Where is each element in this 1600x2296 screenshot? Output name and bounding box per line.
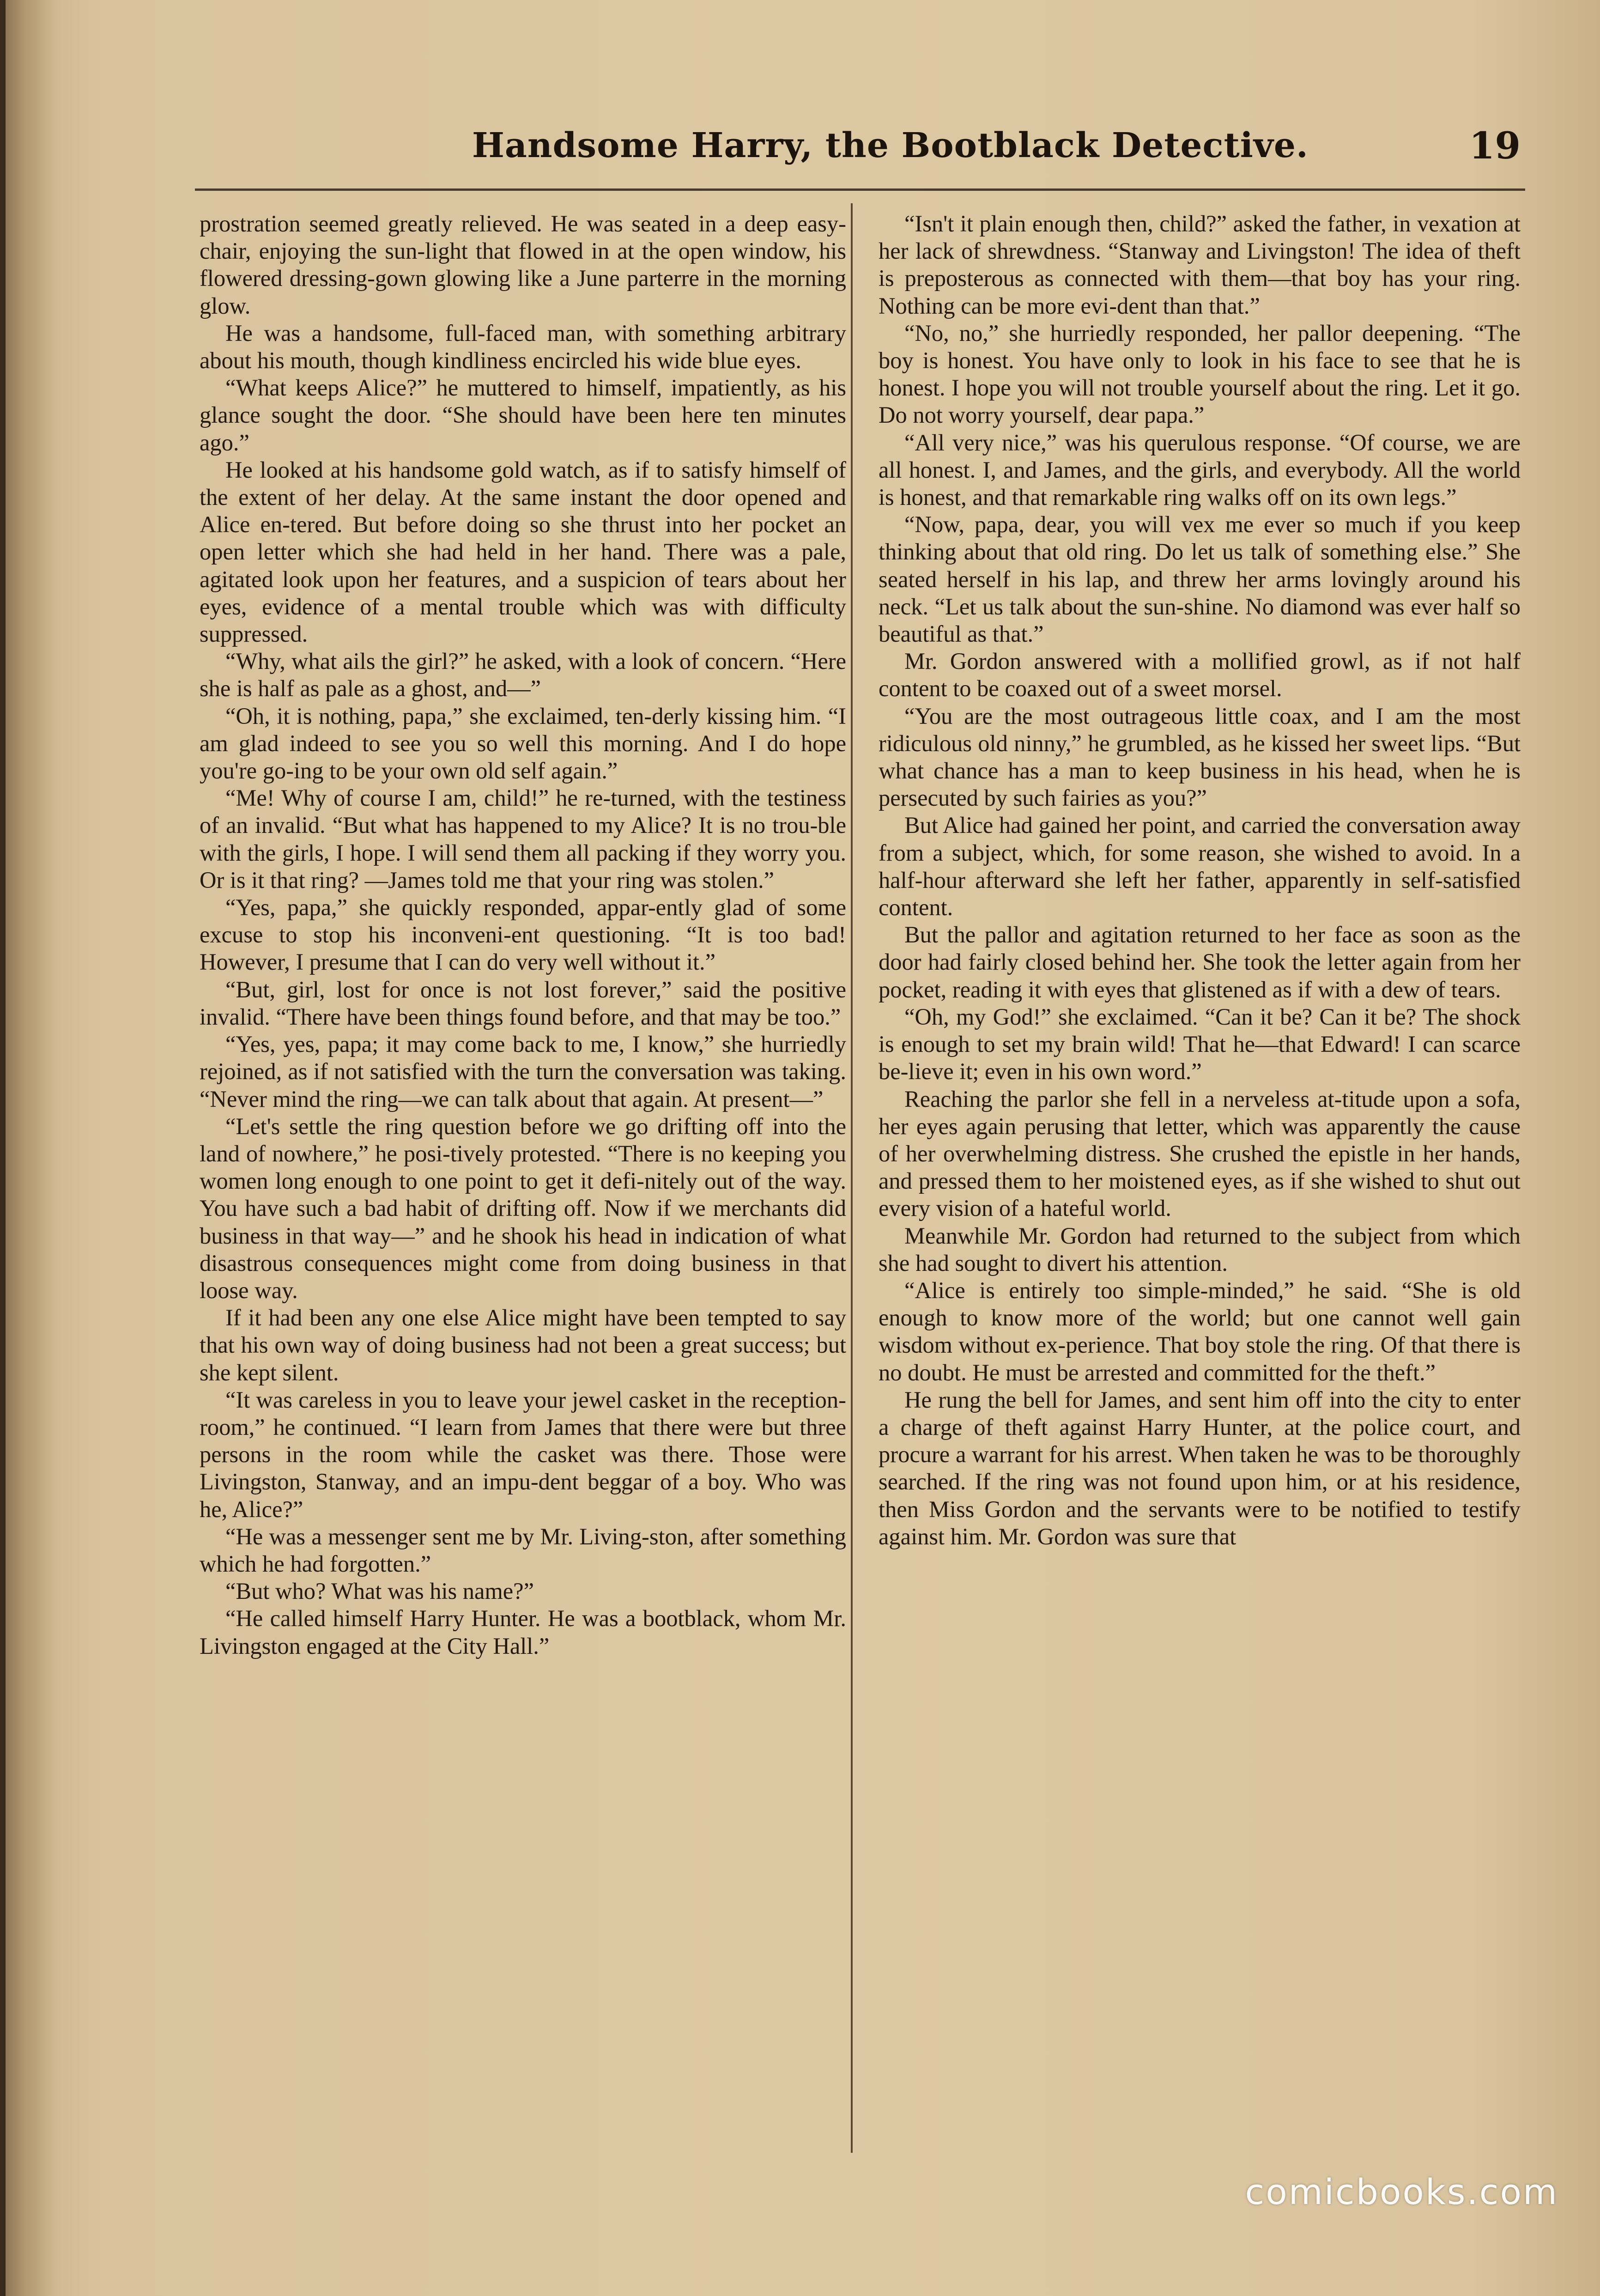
- paragraph: “He was a messenger sent me by Mr. Living-ston, after something which he had forgotten.”: [200, 1523, 846, 1577]
- paragraph: He looked at his handsome gold watch, as if to satisfy himself of the extent of her delay. At the same instant the door opened and Alice en-tered. But before doing so she thrust into her pocket an open letter which she had held in her hand. There was a pale, agitated look upon her features, and a suspicion of tears about her eyes, evidence of a mental trouble which was with difficulty suppressed.: [200, 456, 846, 647]
- paragraph: “Why, what ails the girl?” he asked, with a look of concern. “Here she is half as pale as a ghost, and—”: [200, 648, 846, 702]
- paragraph: “All very nice,” was his querulous response. “Of course, we are all honest. I, and James, and the girls, and everybody. All the world is honest, and that remarkable ring walks off on its own legs.”: [879, 429, 1521, 510]
- paragraph: But the pallor and agitation returned to her face as soon as the door had fairly closed behind her. She took the letter again from her pocket, reading it with eyes that glistened as if with a dew of tears.: [879, 922, 1521, 1002]
- paragraph: “Oh, my God!” she exclaimed. “Can it be? Can it be? The shock is enough to set my brain wild! That he—that Edward! I can scarce be-lieve it; even in his own word.”: [879, 1003, 1521, 1085]
- watermark: comicbooks.com: [1245, 2171, 1558, 2212]
- column-divider: [851, 203, 853, 2153]
- paragraph: “Let's settle the ring question before we go drifting off into the land of nowhere,” he posi-tively protested. “There is no keeping you women long enough to one point to get it defi-nitely out of the way. You have such a bad habit of drifting off. Now if we merchants did business in that way—” and he shook his head in indication of what disastrous consequences might come from doing business in that loose way.: [200, 1113, 846, 1303]
- paragraph: He was a handsome, full-faced man, with something arbitrary about his mouth, though kindliness encircled his wide blue eyes.: [200, 320, 846, 374]
- page-number: 19: [1469, 124, 1521, 167]
- paragraph: Mr. Gordon answered with a mollified growl, as if not half content to be coaxed out of a sweet morsel.: [879, 648, 1521, 702]
- paragraph: prostration seemed greatly relieved. He was seated in a deep easy-chair, enjoying the sun-light that flowed in at the open window, his flowered dressing-gown glowing like a June parterre in the morning glow.: [200, 211, 846, 319]
- paragraph: “But, girl, lost for once is not lost forever,” said the positive invalid. “There have been things found before, and that may be too.”: [200, 976, 846, 1030]
- paragraph: “Oh, it is nothing, papa,” she exclaimed, ten-derly kissing him. “I am glad indeed to see you so well this morning. And I do hope you're go-ing to be your own old self again.”: [200, 703, 846, 784]
- paragraph: “It was careless in you to leave your jewel casket in the reception-room,” he continued. “I learn from James that there were but three persons in the room while the casket was there. Those were Livingston, Stanway, and an impu-dent beggar of a boy. Who was he, Alice?”: [200, 1386, 846, 1522]
- paragraph: Meanwhile Mr. Gordon had returned to the subject from which she had sought to divert his attention.: [879, 1222, 1521, 1276]
- paragraph: But Alice had gained her point, and carried the conversation away from a subject, which, for some reason, she wished to avoid. In a half-hour afterward she left her father, apparently in self-satisfied content.: [879, 812, 1521, 921]
- paragraph: “Alice is entirely too simple-minded,” he said. “She is old enough to know more of the world; but one cannot well gain wisdom without ex-perience. That boy stole the ring. Of that there is no doubt. He must be arrested and committed for the theft.”: [879, 1277, 1521, 1385]
- running-header: [181, 119, 1558, 175]
- header-title: Handsome Harry, the Bootblack Detective.: [472, 126, 1309, 165]
- paragraph: “Yes, yes, papa; it may come back to me, I know,” she hurriedly rejoined, as if not satisfied with the turn the conversation was taking. “Never mind the ring—we can talk about that again. At present—”: [200, 1031, 846, 1112]
- left-column: [200, 210, 846, 1660]
- header-rule: [195, 188, 1525, 191]
- paragraph: “Isn't it plain enough then, child?” asked the father, in vexation at her lack of shrewdness. “Stanway and Livingston! The idea of theft is preposterous as connected with them—that boy has your ring. Nothing can be more evi-dent than that.”: [879, 211, 1521, 319]
- paragraph: “Me! Why of course I am, child!” he re-turned, with the testiness of an invalid. “But what has happened to my Alice? It is no trou-ble with the girls, I hope. I will send them all packing if they worry you. Or is it that ring? —James told me that your ring was stolen.”: [200, 785, 846, 893]
- paragraph: If it had been any one else Alice might have been tempted to say that his own way of doing business had not been a great success; but she kept silent.: [200, 1305, 846, 1385]
- paragraph: Reaching the parlor she fell in a nerveless at-titude upon a sofa, her eyes again perusing that letter, which was apparently the cause of her overwhelming distress. She crushed the epistle in her hands, and pressed them to her moistened eyes, as if she wished to shut out every vision of a hateful world.: [879, 1086, 1521, 1221]
- paragraph: “Now, papa, dear, you will vex me ever so much if you keep thinking about that old ring. Do let us talk of something else.” She seated herself in his lap, and threw her arms lovingly around his neck. “Let us talk about the sun-shine. No diamond was ever half so beautiful as that.”: [879, 511, 1521, 647]
- page-scan: [6, 0, 1600, 2296]
- paragraph: “You are the most outrageous little coax, and I am the most ridiculous old ninny,” he grumbled, as he kissed her sweet lips. “But what chance has a man to keep business in his head, when he is persecuted by such fairies as you?”: [879, 703, 1521, 811]
- paragraph: “But who? What was his name?”: [225, 1578, 534, 1604]
- paragraph: “No, no,” she hurriedly responded, her pallor deepening. “The boy is honest. You have only to look in his face to see that he is honest. I hope you will not trouble yourself about the ring. Let it go. Do not worry yourself, dear papa.”: [879, 320, 1521, 428]
- paragraph: “What keeps Alice?” he muttered to himself, impatiently, as his glance sought the door. “She should have been here ten minutes ago.”: [200, 375, 846, 456]
- paragraph: “Yes, papa,” she quickly responded, appar-ently glad of some excuse to stop his inconveni-ent questioning. “It is too bad! However, I presume that I can do very well without it.”: [200, 894, 846, 975]
- page-binding-shadow: [6, 0, 56, 2296]
- paragraph: “He called himself Harry Hunter. He was a bootblack, whom Mr. Livingston engaged at the City Hall.”: [200, 1605, 846, 1659]
- paragraph: He rung the bell for James, and sent him off into the city to enter a charge of theft against Harry Hunter, at the police court, and procure a warrant for his arrest. When taken he was to be thoroughly searched. If the ring was not found upon him, or at his residence, then Miss Gordon and the servants were to be notified to testify against him. Mr. Gordon was sure that: [879, 1386, 1521, 1549]
- right-column: [879, 210, 1521, 1550]
